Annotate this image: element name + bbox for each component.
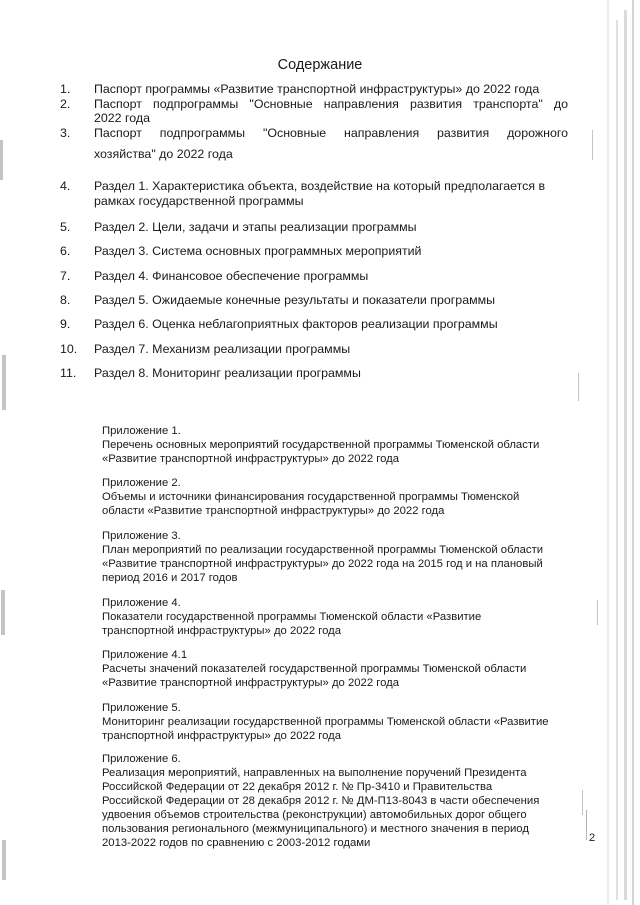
toc-item-text: Паспорт программы «Развитие транспортной инфраструктуры» до 2022 года: [94, 82, 540, 96]
appendix: [102, 701, 570, 743]
toc-item-text: Раздел 7. Механизм реализации программы: [94, 342, 351, 356]
appendix-title: Приложение 5.: [102, 702, 181, 714]
appendix-line: План мероприятий по реализации государственной программы Тюменской области: [102, 544, 544, 556]
toc-item-number: 3.: [60, 126, 71, 140]
toc-item-text: Раздел 8. Мониторинг реализации программы: [94, 366, 361, 380]
page-title: Содержание: [277, 57, 363, 73]
appendix-line: Показатели государственной программы Тюменской области «Развитие: [102, 611, 482, 623]
toc-item-text-continued: 2022 года: [94, 111, 150, 125]
appendix: [102, 752, 570, 850]
toc-item-number: 8.: [60, 293, 71, 307]
appendix-line: Объемы и источники финансирования государственной программы Тюменской: [102, 491, 520, 503]
toc-item-number: 11.: [60, 366, 77, 380]
appendix-title: Приложение 6.: [102, 753, 181, 765]
toc-item-text: Паспорт подпрограммы "Основные направления развития дорожного: [94, 126, 568, 140]
appendix: [102, 476, 570, 518]
toc-item-number: 1.: [60, 82, 71, 96]
page-number: 2: [589, 832, 596, 844]
toc-item-number: 10.: [60, 342, 78, 356]
appendix-line: «Развитие транспортной инфраструктуры» до 2022 года: [102, 453, 400, 465]
toc-item-number: 2.: [60, 97, 71, 111]
appendix-line: Перечень основных мероприятий государственной программы Тюменской области: [102, 439, 540, 451]
appendix: [102, 596, 570, 638]
appendix-line: пользования регионального (межмуниципального) и местного значения в период: [102, 823, 529, 835]
toc-item-text: Раздел 5. Ожидаемые конечные результаты и показатели программы: [94, 293, 496, 307]
toc-item-text: Раздел 4. Финансовое обеспечение программы: [94, 269, 369, 283]
toc-item-number: 4.: [60, 179, 71, 193]
toc-item-text: Паспорт подпрограммы "Основные направления развития транспорта" до: [94, 97, 568, 111]
appendix: [102, 648, 570, 690]
toc-item-number: 5.: [60, 220, 71, 234]
appendix-line: Расчеты значений показателей государственной программы Тюменской области: [102, 663, 527, 675]
appendix-line: «Развитие транспортной инфраструктуры» до 2022 года: [102, 677, 400, 689]
toc-item-text: Раздел 3. Система основных программных мероприятий: [94, 244, 422, 258]
toc-item-number: 9.: [60, 317, 71, 331]
toc-item-text: Раздел 1. Характеристика объекта, воздействие на который предполагается в: [94, 179, 546, 193]
appendix-line: транспортной инфраструктуры» до 2022 года: [102, 625, 342, 637]
appendix-line: области «Развитие транспортной инфраструктуры» до 2022 года: [102, 505, 445, 517]
appendix-line: Российской Федерации от 22 декабря 2012 г. № Пр-3410 и Правительства: [102, 781, 493, 793]
appendix-line: «Развитие транспортной инфраструктуры» до 2022 года на 2015 год и на плановый: [102, 558, 543, 570]
toc-item-text: Раздел 6. Оценка неблагоприятных факторов реализации программы: [94, 317, 498, 331]
appendix-line: транспортной инфраструктуры» до 2022 года: [102, 730, 342, 742]
appendix: [102, 529, 570, 585]
appendix: [102, 424, 570, 466]
toc-item-text-continued: рамках государственной программы: [94, 194, 304, 208]
appendix-line: Мониторинг реализации государственной программы Тюменской области «Развитие: [102, 716, 549, 728]
appendix-line: Российской Федерации от 28 декабря 2012 г. № ДМ-П13-8043 в части обеспечения: [102, 795, 540, 807]
toc-item-text: Раздел 2. Цели, задачи и этапы реализации программы: [94, 220, 417, 234]
toc-item-number: 6.: [60, 244, 71, 258]
toc-item-number: 7.: [60, 269, 71, 283]
appendix-title: Приложение 4.1: [102, 649, 188, 661]
appendix-line: период 2016 и 2017 годов: [102, 572, 238, 584]
appendix-line: 2013-2022 годов по сравнению с 2003-2012 годами: [102, 837, 371, 849]
appendix-line: удвоения объемов строительства (реконструкции) автомобильных дорог общего: [102, 809, 527, 821]
appendix-line: Реализация мероприятий, направленных на выполнение поручений Президента: [102, 767, 527, 779]
appendix-title: Приложение 3.: [102, 530, 181, 542]
appendix-title: Приложение 4.: [102, 597, 181, 609]
appendix-title: Приложение 1.: [102, 425, 181, 437]
toc-item-text-continued: хозяйства" до 2022 года: [94, 147, 233, 161]
appendix-title: Приложение 2.: [102, 477, 181, 489]
